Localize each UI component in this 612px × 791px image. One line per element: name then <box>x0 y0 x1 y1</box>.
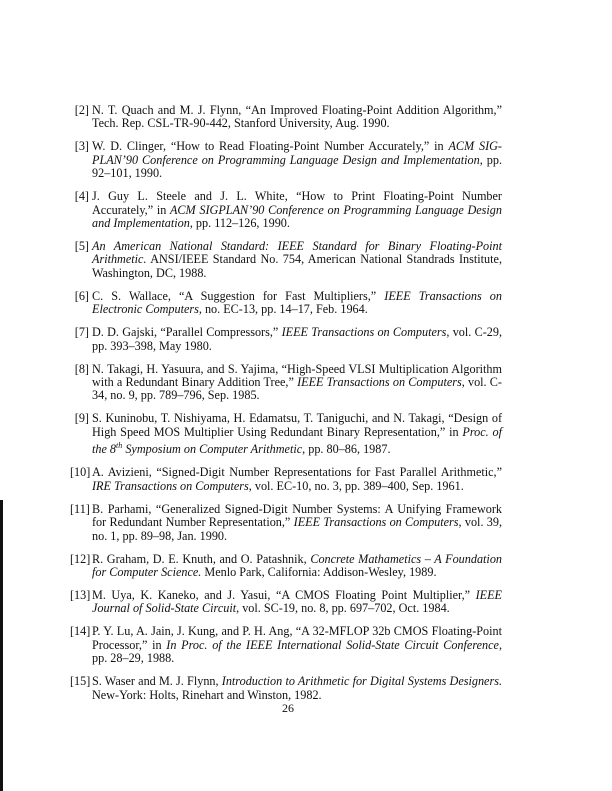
reference-entry <box>70 466 502 493</box>
reference-text: A. Avizieni, “Signed-Digit Number Representations for Fast Parallel Arithmetic,” <box>92 465 502 480</box>
reference-title-italic: th <box>116 441 123 451</box>
reference-text: , vol. C-29, pp. 393–398, May 1980. <box>92 325 503 353</box>
reference-entry <box>70 290 502 317</box>
reference-entry <box>70 140 502 180</box>
reference-text: New-York: Holts, Rinehart and Winston, 1982. <box>92 687 322 702</box>
reference-list <box>70 104 502 712</box>
reference-title-italic: Symposium on Computer Arithmetic <box>122 442 303 457</box>
reference-title-italic: Concrete Mathametics – A Foundation for Computer Science. <box>92 551 503 579</box>
reference-text: Menlo Park, California: Addison-Wesley, 1989. <box>201 564 437 579</box>
reference-text: P. Y. Lu, A. Jain, J. Kung, and P. H. Ang, “A 32-MFLOP 32b CMOS Floating-Point Processor,” in <box>92 624 502 652</box>
reference-text: , vol. SC-19, no. 8, pp. 697–702, Oct. 1984. <box>236 601 450 616</box>
reference-text: C. S. Wallace, “A Suggestion for Fast Multipliers,” <box>92 288 385 303</box>
reference-title-italic: IEEE Transactions on Electronic Computers <box>92 288 502 317</box>
reference-text: W. D. Clinger, “How to Read Floating-Point Number Accurately,” in <box>92 139 449 154</box>
reference-text: S. Waser and M. J. Flynn, <box>92 674 222 689</box>
reference-number: [11] <box>70 501 90 516</box>
reference-entry <box>70 503 502 543</box>
reference-number: [14] <box>70 624 91 639</box>
reference-number: [15] <box>70 674 91 689</box>
page-number: 26 <box>282 701 294 715</box>
reference-text: D. D. Gajski, “Parallel Compressors,” <box>92 325 282 340</box>
reference-text: J. Guy L. Steele and J. L. White, “How to Print Floating-Point Number Accurately,” in <box>92 189 502 217</box>
reference-text: N. Takagi, H. Yasuura, and S. Yajima, “High-Speed VLSI Multiplication Algorithm with a Redundant Binary Addition Tree,” <box>92 361 502 390</box>
reference-entry <box>70 625 502 665</box>
reference-number: [7] <box>74 325 89 340</box>
reference-text: R. Graham, D. E. Knuth, and O. Patashnik, <box>92 551 311 566</box>
reference-title-italic: ACM SIG-PLAN’90 Conference on Programming Language Design and Implementation <box>92 139 502 167</box>
reference-title-italic: ACM SIGPLAN’90 Conference on Programming Language Design and Implementation <box>92 202 502 231</box>
reference-title-italic: IEEE Journal of Solid-State Circuit <box>92 587 502 616</box>
reference-number: [12] <box>70 551 91 566</box>
reference-number: [3] <box>74 139 89 154</box>
reference-number: [5] <box>74 239 89 254</box>
reference-entry <box>70 589 502 616</box>
reference-number: [4] <box>74 189 89 204</box>
reference-text: , pp. 80–86, 1987. <box>302 442 391 457</box>
reference-title-italic: In Proc. of the IEEE International Solid-State Circuit Conference <box>166 637 499 652</box>
reference-title-italic: Proc. of the 8 <box>92 424 502 457</box>
reference-title-italic: IEEE Transactions on Computers <box>293 515 459 530</box>
reference-title-italic: IEEE Transactions on Computers <box>297 375 462 390</box>
reference-entry <box>70 190 502 230</box>
scan-edge-shadow <box>0 500 3 791</box>
reference-title-italic: An American National Standard: IEEE Standard for Binary Floating-Point Arithmetic. <box>92 239 502 267</box>
reference-number: [2] <box>74 103 89 117</box>
reference-number: [6] <box>74 288 89 303</box>
reference-text: , no. EC-13, pp. 14–17, Feb. 1964. <box>198 302 368 317</box>
reference-number: [10] <box>70 465 91 480</box>
reference-title-italic: Introduction to Arithmetic for Digital Systems Designers. <box>221 674 503 689</box>
reference-text: , vol. 39, no. 1, pp. 89–98, Jan. 1990. <box>92 515 503 543</box>
reference-text: , pp. 112–126, 1990. <box>189 216 290 231</box>
reference-title-italic: IRE Transactions on Computers <box>92 478 249 493</box>
reference-entry <box>70 412 502 456</box>
reference-text: S. Kuninobu, T. Nishiyama, H. Edamatsu, T. Taniguchi, and N. Takagi, “Design of High Speed MOS Multiplier Using Redundant Binary Representation,” in <box>92 411 502 439</box>
reference-entry <box>70 240 502 280</box>
reference-text: ANSI/IEEE Standard No. 754, American National Standrads Institute, Washington, DC, 1988. <box>92 252 502 280</box>
reference-text: M. Uya, K. Kaneko, and J. Yasui, “A CMOS Floating Point Multiplier,” <box>92 587 476 602</box>
reference-entry <box>70 326 502 353</box>
reference-text: , vol. C-34, no. 9, pp. 789–796, Sep. 1985. <box>92 375 502 403</box>
reference-entry <box>70 104 502 131</box>
reference-text: , vol. EC-10, no. 3, pp. 389–400, Sep. 1961. <box>248 478 464 493</box>
reference-entry <box>70 675 502 702</box>
reference-title-italic: IEEE Transactions on Computers <box>281 325 447 340</box>
reference-text: B. Parhami, “Generalized Signed-Digit Number Systems: A Unifying Framework for Redundant Number Representation,” <box>92 501 502 530</box>
reference-text: N. T. Quach and M. J. Flynn, “An Improved Floating-Point Addition Algorithm,” Tech. Rep. CSL-TR-90-442, Stanford University, Aug. 1990. <box>92 103 502 131</box>
reference-text: , pp. 92–101, 1990. <box>92 152 503 181</box>
reference-entry <box>70 363 502 403</box>
reference-number: [13] <box>70 587 91 602</box>
reference-entry <box>70 553 502 580</box>
reference-number: [8] <box>74 361 89 376</box>
reference-text: , pp. 28–29, 1988. <box>92 637 502 666</box>
reference-number: [9] <box>74 411 89 426</box>
